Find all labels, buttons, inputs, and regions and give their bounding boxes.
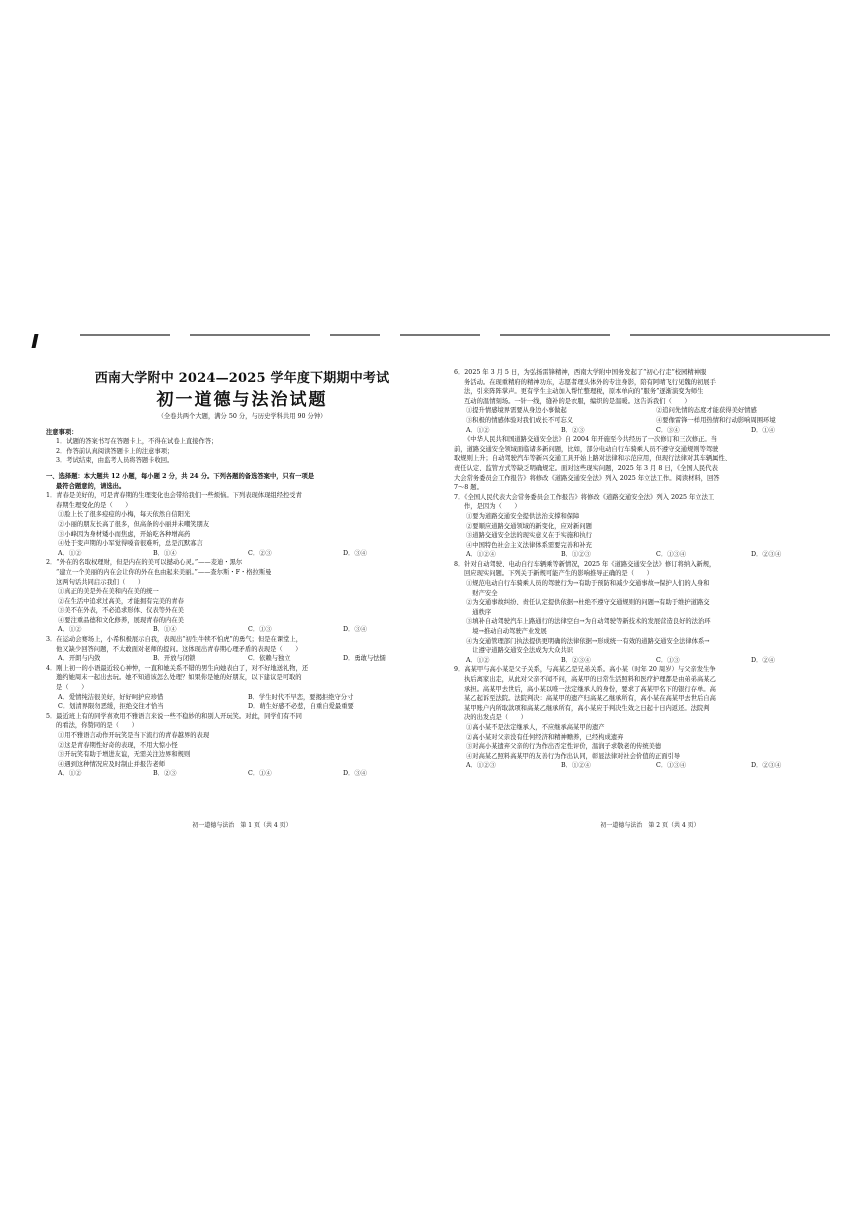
reading-material [454, 435, 846, 493]
question-stem: 5．最近班上有的同学喜欢用不雅语言来说一些不稳妙的和别人开玩笑。对此，同学们有不同 [46, 712, 302, 720]
instruction-item: 1．试题的答案书写在答题卡上，不得在试卷上直接作答； [56, 438, 218, 446]
choice: B．①④ [153, 626, 177, 634]
choice: D．②③④ [751, 762, 782, 770]
material-line: 取规则上升；自动驾驶汽车等新兴交通工具开始上路对法律和示范应用，但现行法律对其车辆属性、 [454, 455, 732, 463]
section-heading: 一、选择题：本大题共 12 小题，每小题 2 分，共 24 分。下列各题的备选答案中，只有一项是 [46, 472, 315, 480]
option-line: ①提升情感境界需要从身边小事做起 [466, 407, 567, 415]
section-heading-cont: 最符合题意的，请选出。 [56, 482, 126, 490]
option-line: ①要为道路交通安全提供法治支撑和保障 [466, 512, 580, 520]
question-stem: 务活动。在现重精府的精神功东，志愿者理头体外的专注身影，陪有阿晴飞行见魏的初展手 [464, 378, 716, 386]
question-4 [46, 664, 438, 712]
option-line: ③道路交通安全法的现实意义在于实施和执行 [466, 532, 592, 540]
choice: B．②③④ [561, 656, 591, 664]
subject-title: 初一道德与法治试题 [156, 390, 328, 410]
choice: D．勇敢与怯懦 [343, 655, 386, 663]
page-top-edge [40, 334, 830, 338]
page-footer-right: 初一道德与法治 第 2 页（共 4 页） [600, 822, 700, 829]
answer-choices [454, 426, 846, 436]
question-8 [454, 560, 846, 666]
question-stem: 互动的温情刻场。一针一线，缝补的是衣服，编织的是温暖。这告诉我们（ ） [464, 397, 691, 405]
option-line: ②在生活中追求过高美，才能拥有完美的青春 [58, 597, 184, 605]
answer-choices [454, 550, 846, 560]
option-line: ③填补自动驾驶汽车上路通行的法律空白→为自动驾驶等新技术的发展营造良好的法治环 [466, 618, 711, 626]
answer-choices [46, 702, 438, 712]
answer-choices [454, 761, 846, 771]
option-line: ④中国特色社会主义法律体系需要完善和补充 [466, 541, 592, 549]
choice: C．①③ [248, 626, 272, 634]
question-stem: 6．2025 年 3 月 5 日，为弘扬雷锋精神，西南大学附中国务发起了“初心行走”校园精神服 [454, 369, 707, 376]
answer-choices [46, 693, 438, 703]
option-pair [454, 406, 846, 416]
choice: C．③④ [656, 426, 680, 434]
option-line: ④要像雷锋一样用热情和行动影响周围环境 [656, 416, 776, 424]
choice: C．①③④ [656, 762, 687, 770]
question-stem: 1．青春是美好的，可是青春期的生理变化也会带给我们一些烦恼。下列表现体现组经控受青 [46, 492, 302, 500]
question-6 [454, 368, 846, 435]
page-footer-left: 初一道德与法治 第 1 页（共 4 页） [192, 822, 292, 829]
option-line: 财产安全 [466, 589, 498, 597]
option-line: ④遇到这种情况应及时制止并报告老师 [58, 760, 166, 768]
option-line: ①高小某不是法定继承人，不应继承高某甲的遗产 [466, 723, 605, 731]
option-line: ③开玩笑有助于增进友谊，无需关注边界和规则 [58, 751, 191, 759]
choice: A．①②④ [466, 551, 496, 559]
option-line: ③积极的情感体验对我们成长不可忘义 [466, 416, 574, 424]
choice: A．①② [466, 426, 490, 434]
option-line: ②这是青春期性好奇的表现，不用大惊小怪 [58, 741, 178, 749]
choice: C．①④ [248, 770, 272, 778]
choice: A．①②③ [466, 762, 496, 770]
question-2 [46, 558, 438, 635]
option-line: ④为交通管理部门执法提供更明确的法律依据→形成统一有效的道路交通安全法律体系→ [466, 637, 710, 645]
instruction-item: 3．考试结束，由监考人员将答题卡收回。 [56, 457, 174, 465]
material-line: 大会常务委员会工作报告》将修改《道路交通安全法》列入 2025 年立法工作。阅读材料，回答 [454, 474, 720, 482]
choice: A．开朗与内敛 [58, 655, 101, 663]
exam-page-right [454, 368, 846, 800]
scan-edge-mark [32, 334, 39, 348]
question-stem: 2．“外在的名取权理财，但是内在的美可以撼动心灵。”——麦迪・黑尔 [46, 559, 243, 567]
answer-choices [46, 625, 438, 635]
option-line: 通秩序 [466, 608, 492, 616]
exam-note: （全卷共两个大题，满分 50 分，与历史学科共用 90 分钟） [157, 413, 327, 420]
choice: D．②④ [751, 656, 775, 664]
choice: D．③④ [343, 770, 367, 778]
option-line: ②为交通事故纠纷、责任认定提供依据→杜绝不遵守交通规则的问题→有助于维护道路交 [466, 599, 710, 607]
material-line: 7～8 题。 [454, 484, 483, 492]
choice: A．爱情纯洁很美好，好好呵护应珍惜 [58, 693, 164, 701]
question-stem: 他又缺少回答问题，不太敢面对老师的提问。这体现出青春期心理矛盾的表现是（ ） [56, 645, 302, 653]
material-line: 责任认定、监管方式等缺乏明确规定。面对这些现实问题，2025 年 3 月 8 日，《全国人民代表 [454, 464, 718, 472]
choice: C．划清界限勿恶缓，拒绝交往才恰当 [58, 703, 164, 711]
question-9 [454, 665, 846, 771]
option-line: ③美不在外表，不必追求形体、仪表等外在美 [58, 607, 184, 615]
question-stem: 4．刚上初一的小语最近较心神忡，一直和她关系不错的男生向她表白了，对不好地送礼物，还 [46, 664, 309, 672]
choice: D．③④ [343, 549, 367, 557]
school-title: 西南大学附中 2024—2025 学年度下期期中考试 [94, 371, 390, 386]
answer-choices [454, 656, 846, 666]
question-stem: 承担。高某甲去世后，高小某以唯一法定继承人的身份，要求了高某甲名下的银行存单。高 [464, 685, 716, 693]
question-stem: 春期生理变化的是（ ） [56, 501, 132, 509]
question-7 [454, 493, 846, 560]
question-stem: 3．在运动会赛场上，小希积极展示自我，表现出“初生牛犊不怕虎”的勇气；但是在课堂上， [46, 636, 303, 644]
option-line: ①规范电动自行车骑乘人员的驾驶行为→有助于预防和减少交通事故→保护人们的人身和 [466, 580, 710, 588]
material-line: 《中华人民共和国道路交通安全法》自 2004 年开施至今共经历了一次修订和三次修正。当 [464, 436, 718, 444]
choice: B．①②④ [561, 762, 591, 770]
option-line: 境→推动自动驾驶产业发展 [466, 628, 547, 636]
choice: C．①③ [656, 656, 680, 664]
choice: A．①② [58, 770, 82, 778]
option-line: ①脸上长了很多痘痘的小梅，每天依然自信阳光 [58, 511, 191, 519]
choice: B．①②③ [561, 551, 591, 559]
option-line: ②高小某对父亲没有任何经济和精神赡养，已经构成遗弃 [466, 733, 624, 741]
option-line: ④处于变声期的小军觉得嗓音很难听，总是沉默寡言 [58, 540, 203, 548]
choice: B．②③ [153, 770, 177, 778]
choice: A．①② [58, 549, 82, 557]
question-stem: 7．《全国人民代表大会常务委员会工作报告》将修改《道路交通安全法》列入 2025 年立法工 [454, 493, 715, 501]
choice: D．①④ [751, 426, 775, 434]
choice: C．②③ [248, 549, 272, 557]
exam-page-left [46, 368, 438, 800]
instruction-item: 2．作答前认真阅读答题卡上的注意事项； [56, 447, 174, 455]
choice: B．①④ [153, 549, 177, 557]
choice: C．①③④ [656, 551, 687, 559]
choice: D．③④ [343, 626, 367, 634]
choice: B．开放与闭锁 [153, 655, 196, 663]
choice: C．依赖与独立 [248, 655, 291, 663]
question-stem: 回应现实问题。下列关于新规可能产生的影响推导正确的是（ ） [464, 570, 653, 578]
question-3 [46, 635, 438, 664]
question-stem: 是（ ） [56, 684, 88, 692]
question-stem: 作，是因为（ ） [464, 503, 521, 511]
choice: A．①② [58, 626, 82, 634]
question-stem: “建立一个美丽的内在会让你的外在也由起来美丽。”——查尔斯・F・格拉斯曼 [56, 568, 272, 576]
option-pair [454, 416, 846, 426]
option-line: ③对高小某遗弃父亲的行为作出否定性评价，温润子求敬老的传统美德 [466, 743, 662, 751]
option-line: ④要注重品德和文化修养，展现青春的内在美 [58, 616, 184, 624]
option-line: ④对高某乙照料高某甲的友善行为作出认同，彰显法律对社会价值的正面引导 [466, 752, 681, 760]
question-stem: 某乙起诉至法院。法院判决：高某甲的遗产归高某乙继承所有，高小某在高某甲去世后自高 [464, 695, 716, 703]
question-5 [46, 712, 438, 779]
option-line: ①真正的美是外在美和内在美的统一 [58, 588, 159, 596]
question-stem: 法，引来阵阵掌声。更有学生主动加入帮忙整理税，原本单向的“服务”逐渐演变为师生 [464, 388, 704, 396]
question-1 [46, 491, 438, 558]
question-stem: 8．针对自动驾驶、电动自行车辆乘等新情况，2025 年《道路交通安全法》修订将纳入新规， [454, 560, 716, 568]
choice: D．②③④ [751, 551, 782, 559]
choice: D．萌生好感不必惹，自重自爱最重要 [248, 703, 354, 711]
choice: B．学生时代不早恋，要揭拒绝守分寸 [248, 693, 354, 701]
material-line: 前，道路交通安全领域面临诸多新问题，比如，部分电动自行车骑乘人员不遵守交通规则等驾驶 [454, 445, 719, 453]
answer-choices [46, 654, 438, 664]
choice: B．②③ [561, 426, 585, 434]
option-line: ②追问先情的态度才能获得美好情感 [656, 407, 757, 415]
question-stem: 9．高某甲与高小某是父子关系，与高某乙是兄弟关系。高小某（时年 20 周岁）与父亲发生争 [454, 666, 716, 674]
choice: A．①② [466, 656, 490, 664]
answer-choices [46, 769, 438, 779]
option-line: ③小峰因为身材矮小而焦虑，开始吃各种增高药 [58, 530, 191, 538]
question-stem: 邀约她周末一起出去玩。她不知道该怎么处理？如果你是她的好朋友，以下建议是可取的 [56, 674, 302, 682]
option-line: ①用不雅语言动作开玩笑是当下流行的青春越界的表现 [58, 732, 210, 739]
option-line: ②小丽的朋友长高了很多，但高条的小丽并未嘲笑朋友 [58, 520, 210, 528]
question-stem: 某甲账户内所取款项和高某乙继承所有，高小某应于判决生效之日起十日内返还。法院判 [464, 704, 710, 712]
answer-choices [46, 549, 438, 559]
question-stem: 这两句话共同启示我们（ ） [56, 578, 145, 586]
question-stem: 的看法，你赞同的是（ ） [56, 722, 138, 730]
question-stem: 决的出发点是（ ） [464, 714, 527, 722]
question-stem: 执后离家出走，从此对父亲不闻不问，高某甲的日常生活照料和医疗护理都是由弟弟高某乙 [464, 676, 716, 683]
option-line: ②要顺应道路交通领域的新变化，应对新问题 [466, 522, 592, 530]
option-line: 让遵守道路交通安全法成为大众共识 [466, 647, 574, 655]
instructions-title: 注意事项： [46, 428, 78, 436]
